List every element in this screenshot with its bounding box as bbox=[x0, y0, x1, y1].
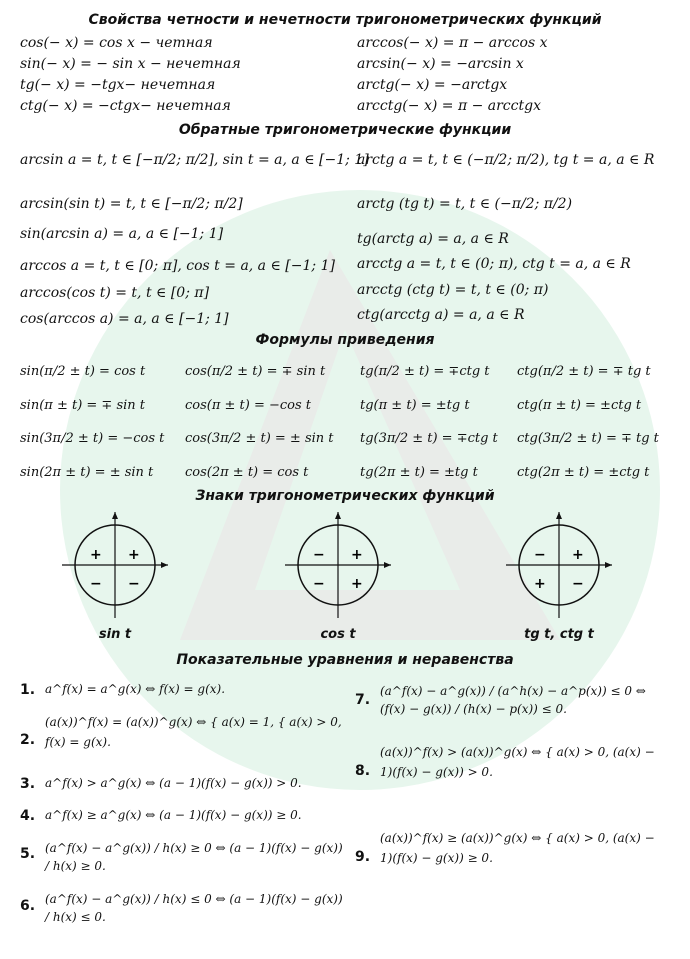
tg-ctg-circle-label: tg t, ctg t bbox=[524, 627, 594, 642]
quadrant-sign: − bbox=[128, 576, 140, 592]
exponential-formula: (a^f(x) − a^g(x)) / (a^h(x) − a^p(x)) ≤ 0 ⇔ (f(x) − g(x)) / (h(x) − p(x)) ≤ 0. bbox=[380, 684, 646, 716]
item-number: 9. bbox=[355, 849, 371, 865]
quadrant-sign: + bbox=[572, 547, 584, 563]
quadrant-sign: + bbox=[128, 547, 140, 563]
item-number: 4. bbox=[20, 808, 36, 824]
item-number: 5. bbox=[20, 846, 36, 862]
parity-formula: arcctg(− x) = π − arcctgx bbox=[357, 98, 541, 114]
parity-formula: ctg(− x) = −ctgx− нечетная bbox=[20, 98, 231, 114]
quadrant-sign: − bbox=[313, 576, 325, 592]
quadrant-sign: − bbox=[313, 547, 325, 563]
item-number: 1. bbox=[20, 682, 36, 698]
inverse-formula: arctg (tg t) = t, t ∈ (−π/2; π/2) bbox=[357, 196, 573, 212]
quadrant-sign: + bbox=[351, 547, 363, 563]
inverse-formula: arctg a = t, t ∈ (−π/2; π/2), tg t = a, a ∈ R bbox=[357, 152, 655, 168]
item-number: 2. bbox=[20, 732, 36, 748]
reduction-formula: sin(2π ± t) = ± sin t bbox=[20, 465, 154, 480]
exponential-formula: (a(x))^f(x) > (a(x))^g(x) ⇔ { a(x) > 0, (a(x) − 1)(f(x) − g(x)) > 0. bbox=[380, 745, 655, 779]
heading-parity: Свойства четности и нечетности тригонометрических функций bbox=[88, 12, 602, 28]
reduction-formula: sin(3π/2 ± t) = −cos t bbox=[20, 431, 165, 446]
parity-formula: arcsin(− x) = −arcsin x bbox=[357, 56, 524, 72]
parity-formula: arctg(− x) = −arctgx bbox=[357, 77, 508, 93]
sin-circle-label: sin t bbox=[98, 627, 132, 642]
reduction-formula: cos(3π/2 ± t) = ± sin t bbox=[185, 431, 334, 446]
quadrant-sign: − bbox=[90, 576, 102, 592]
reduction-formula: cos(π ± t) = −cos t bbox=[185, 398, 312, 413]
parity-formula: arccos(− x) = π − arccos x bbox=[357, 35, 548, 51]
quadrant-sign: − bbox=[572, 576, 584, 592]
exponential-formula: (a^f(x) − a^g(x)) / h(x) ≤ 0 ⇔ (a − 1)(f(x) − g(x)) / h(x) ≤ 0. bbox=[45, 892, 343, 924]
exponential-formula: a^f(x) = a^g(x) ⇔ f(x) = g(x). bbox=[45, 682, 226, 696]
inverse-formula: arcsin a = t, t ∈ [−π/2; π/2], sin t = a, a ∈ [−1; 1] bbox=[20, 152, 369, 168]
reduction-formula: tg(3π/2 ± t) = ∓ctg t bbox=[360, 431, 498, 446]
item-number: 8. bbox=[355, 763, 371, 779]
parity-formula: tg(− x) = −tgx− нечетная bbox=[20, 77, 216, 93]
inverse-formula: arcctg (ctg t) = t, t ∈ (0; π) bbox=[357, 282, 549, 298]
reduction-formula: cos(π/2 ± t) = ∓ sin t bbox=[185, 364, 326, 379]
tg-ctg-sign-circle bbox=[504, 510, 614, 620]
reduction-formula: sin(π ± t) = ∓ sin t bbox=[20, 398, 146, 413]
reduction-formula: cos(2π ± t) = cos t bbox=[185, 465, 309, 480]
reduction-formula: ctg(π ± t) = ±ctg t bbox=[517, 398, 642, 413]
quadrant-sign: − bbox=[534, 547, 546, 563]
item-number: 3. bbox=[20, 776, 36, 792]
heading-signs: Знаки тригонометрических функций bbox=[195, 488, 495, 504]
inverse-formula: tg(arctg a) = a, a ∈ R bbox=[357, 231, 509, 247]
heading-reduction: Формулы приведения bbox=[255, 332, 435, 348]
item-number: 6. bbox=[20, 898, 36, 914]
reduction-formula: ctg(2π ± t) = ±ctg t bbox=[517, 465, 650, 480]
cos-sign-circle bbox=[283, 510, 393, 620]
exponential-formula: a^f(x) ≥ a^g(x) ⇔ (a − 1)(f(x) − g(x)) ≥ 0. bbox=[45, 808, 302, 822]
cos-circle-label: cos t bbox=[320, 627, 356, 642]
reduction-formula: tg(2π ± t) = ±tg t bbox=[360, 465, 478, 480]
inverse-formula: arccos(cos t) = t, t ∈ [0; π] bbox=[20, 285, 210, 301]
inverse-formula: ctg(arcctg a) = a, a ∈ R bbox=[357, 307, 525, 323]
heading-exponential: Показательные уравнения и неравенства bbox=[176, 652, 514, 668]
reduction-formula: ctg(3π/2 ± t) = ∓ tg t bbox=[517, 431, 659, 446]
reduction-formula: tg(π/2 ± t) = ∓ctg t bbox=[360, 364, 490, 379]
exponential-formula: (a(x))^f(x) = (a(x))^g(x) ⇔ { a(x) = 1, { a(x) > 0, f(x) = g(x). bbox=[45, 715, 342, 749]
exponential-formula: (a(x))^f(x) ≥ (a(x))^g(x) ⇔ { a(x) > 0, (a(x) − 1)(f(x) − g(x)) ≥ 0. bbox=[380, 831, 655, 865]
quadrant-sign: + bbox=[351, 576, 363, 592]
quadrant-sign: + bbox=[90, 547, 102, 563]
quadrant-sign: + bbox=[534, 576, 546, 592]
exponential-formula: a^f(x) > a^g(x) ⇔ (a − 1)(f(x) − g(x)) > 0. bbox=[45, 776, 302, 790]
sin-sign-circle bbox=[60, 510, 170, 620]
inverse-formula: arcsin(sin t) = t, t ∈ [−π/2; π/2] bbox=[20, 196, 243, 212]
exponential-formula: (a^f(x) − a^g(x)) / h(x) ≥ 0 ⇔ (a − 1)(f(x) − g(x)) / h(x) ≥ 0. bbox=[45, 841, 343, 873]
reduction-formula: ctg(π/2 ± t) = ∓ tg t bbox=[517, 364, 651, 379]
inverse-formula: cos(arccos a) = a, a ∈ [−1; 1] bbox=[20, 311, 229, 327]
inverse-formula: arccos a = t, t ∈ [0; π], cos t = a, a ∈ [−1; 1] bbox=[20, 258, 335, 274]
item-number: 7. bbox=[355, 692, 371, 708]
reduction-formula: tg(π ± t) = ±tg t bbox=[360, 398, 470, 413]
heading-inverse: Обратные тригонометрические функции bbox=[178, 122, 512, 138]
inverse-formula: arcctg a = t, t ∈ (0; π), ctg t = a, a ∈ R bbox=[357, 256, 631, 272]
parity-formula: sin(− x) = − sin x − нечетная bbox=[20, 56, 241, 72]
inverse-formula: sin(arcsin a) = a, a ∈ [−1; 1] bbox=[20, 226, 224, 242]
parity-formula: cos(− x) = cos x − четная bbox=[20, 35, 213, 51]
reduction-formula: sin(π/2 ± t) = cos t bbox=[20, 364, 146, 379]
